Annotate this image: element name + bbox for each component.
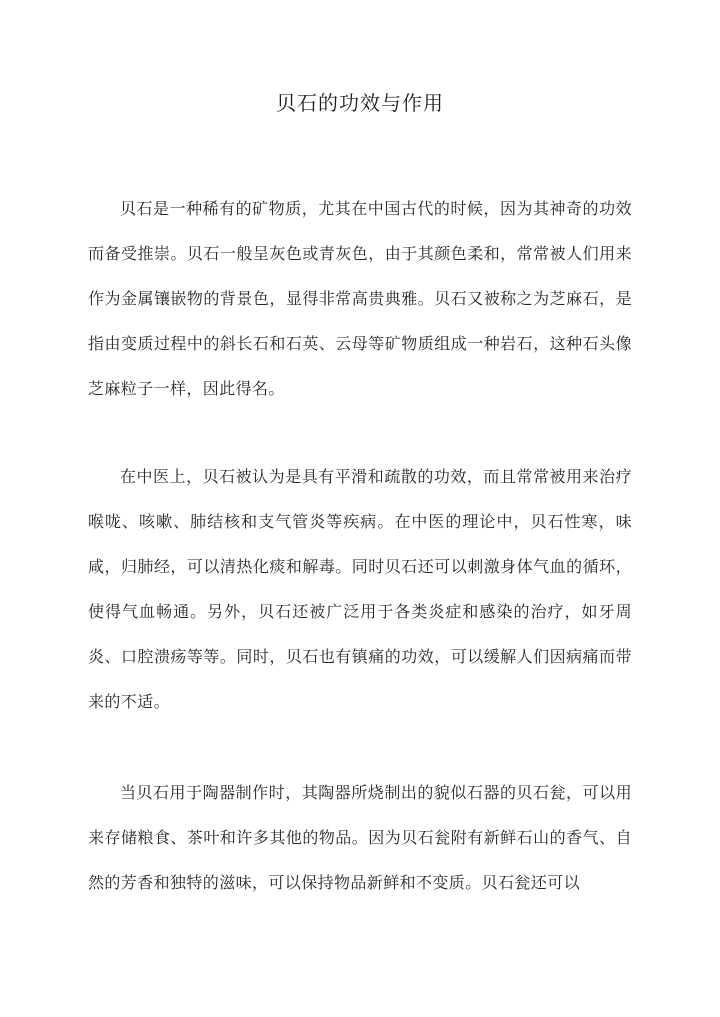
- document-title: 贝石的功效与作用: [276, 91, 444, 115]
- paragraph-1: 贝石是一种稀有的矿物质，尤其在中国古代的时候，因为其神奇的功效而备受推崇。贝石一般呈灰色或青灰色，由于其颜色柔和，常常被人们用来作为金属镶嵌物的背景色，显得非常高贵典雅。贝石又被称之为芝麻石，是指由变质过程中的斜长石和石英、云母等矿物质组成一种岩石，这种石头像芝麻粒子一样，因此得名。: [88, 199, 632, 398]
- paragraph-3: 当贝石用于陶器制作时，其陶器所烧制出的貌似石器的贝石瓮，可以用来存储粮食、茶叶和许多其他的物品。因为贝石瓮附有新鲜石山的香气、自然的芳香和独特的滋味，可以保持物品新鲜和不变质。贝石瓮还可以: [88, 783, 632, 892]
- paragraph-2: 在中医上，贝石被认为是具有平滑和疏散的功效，而且常常被用来治疗喉咙、咳嗽、肺结核和支气管炎等疾病。在中医的理论中，贝石性寒，味咸，归肺经，可以清热化痰和解毒。同时贝石还可以刺激身体气血的循环，使得气血畅通。另外，贝石还被广泛用于各类炎症和感染的治疗，如牙周炎、口腔溃疡等等。同时，贝石也有镇痛的功效，可以缓解人们因病痛而带来的不适。: [88, 467, 632, 711]
